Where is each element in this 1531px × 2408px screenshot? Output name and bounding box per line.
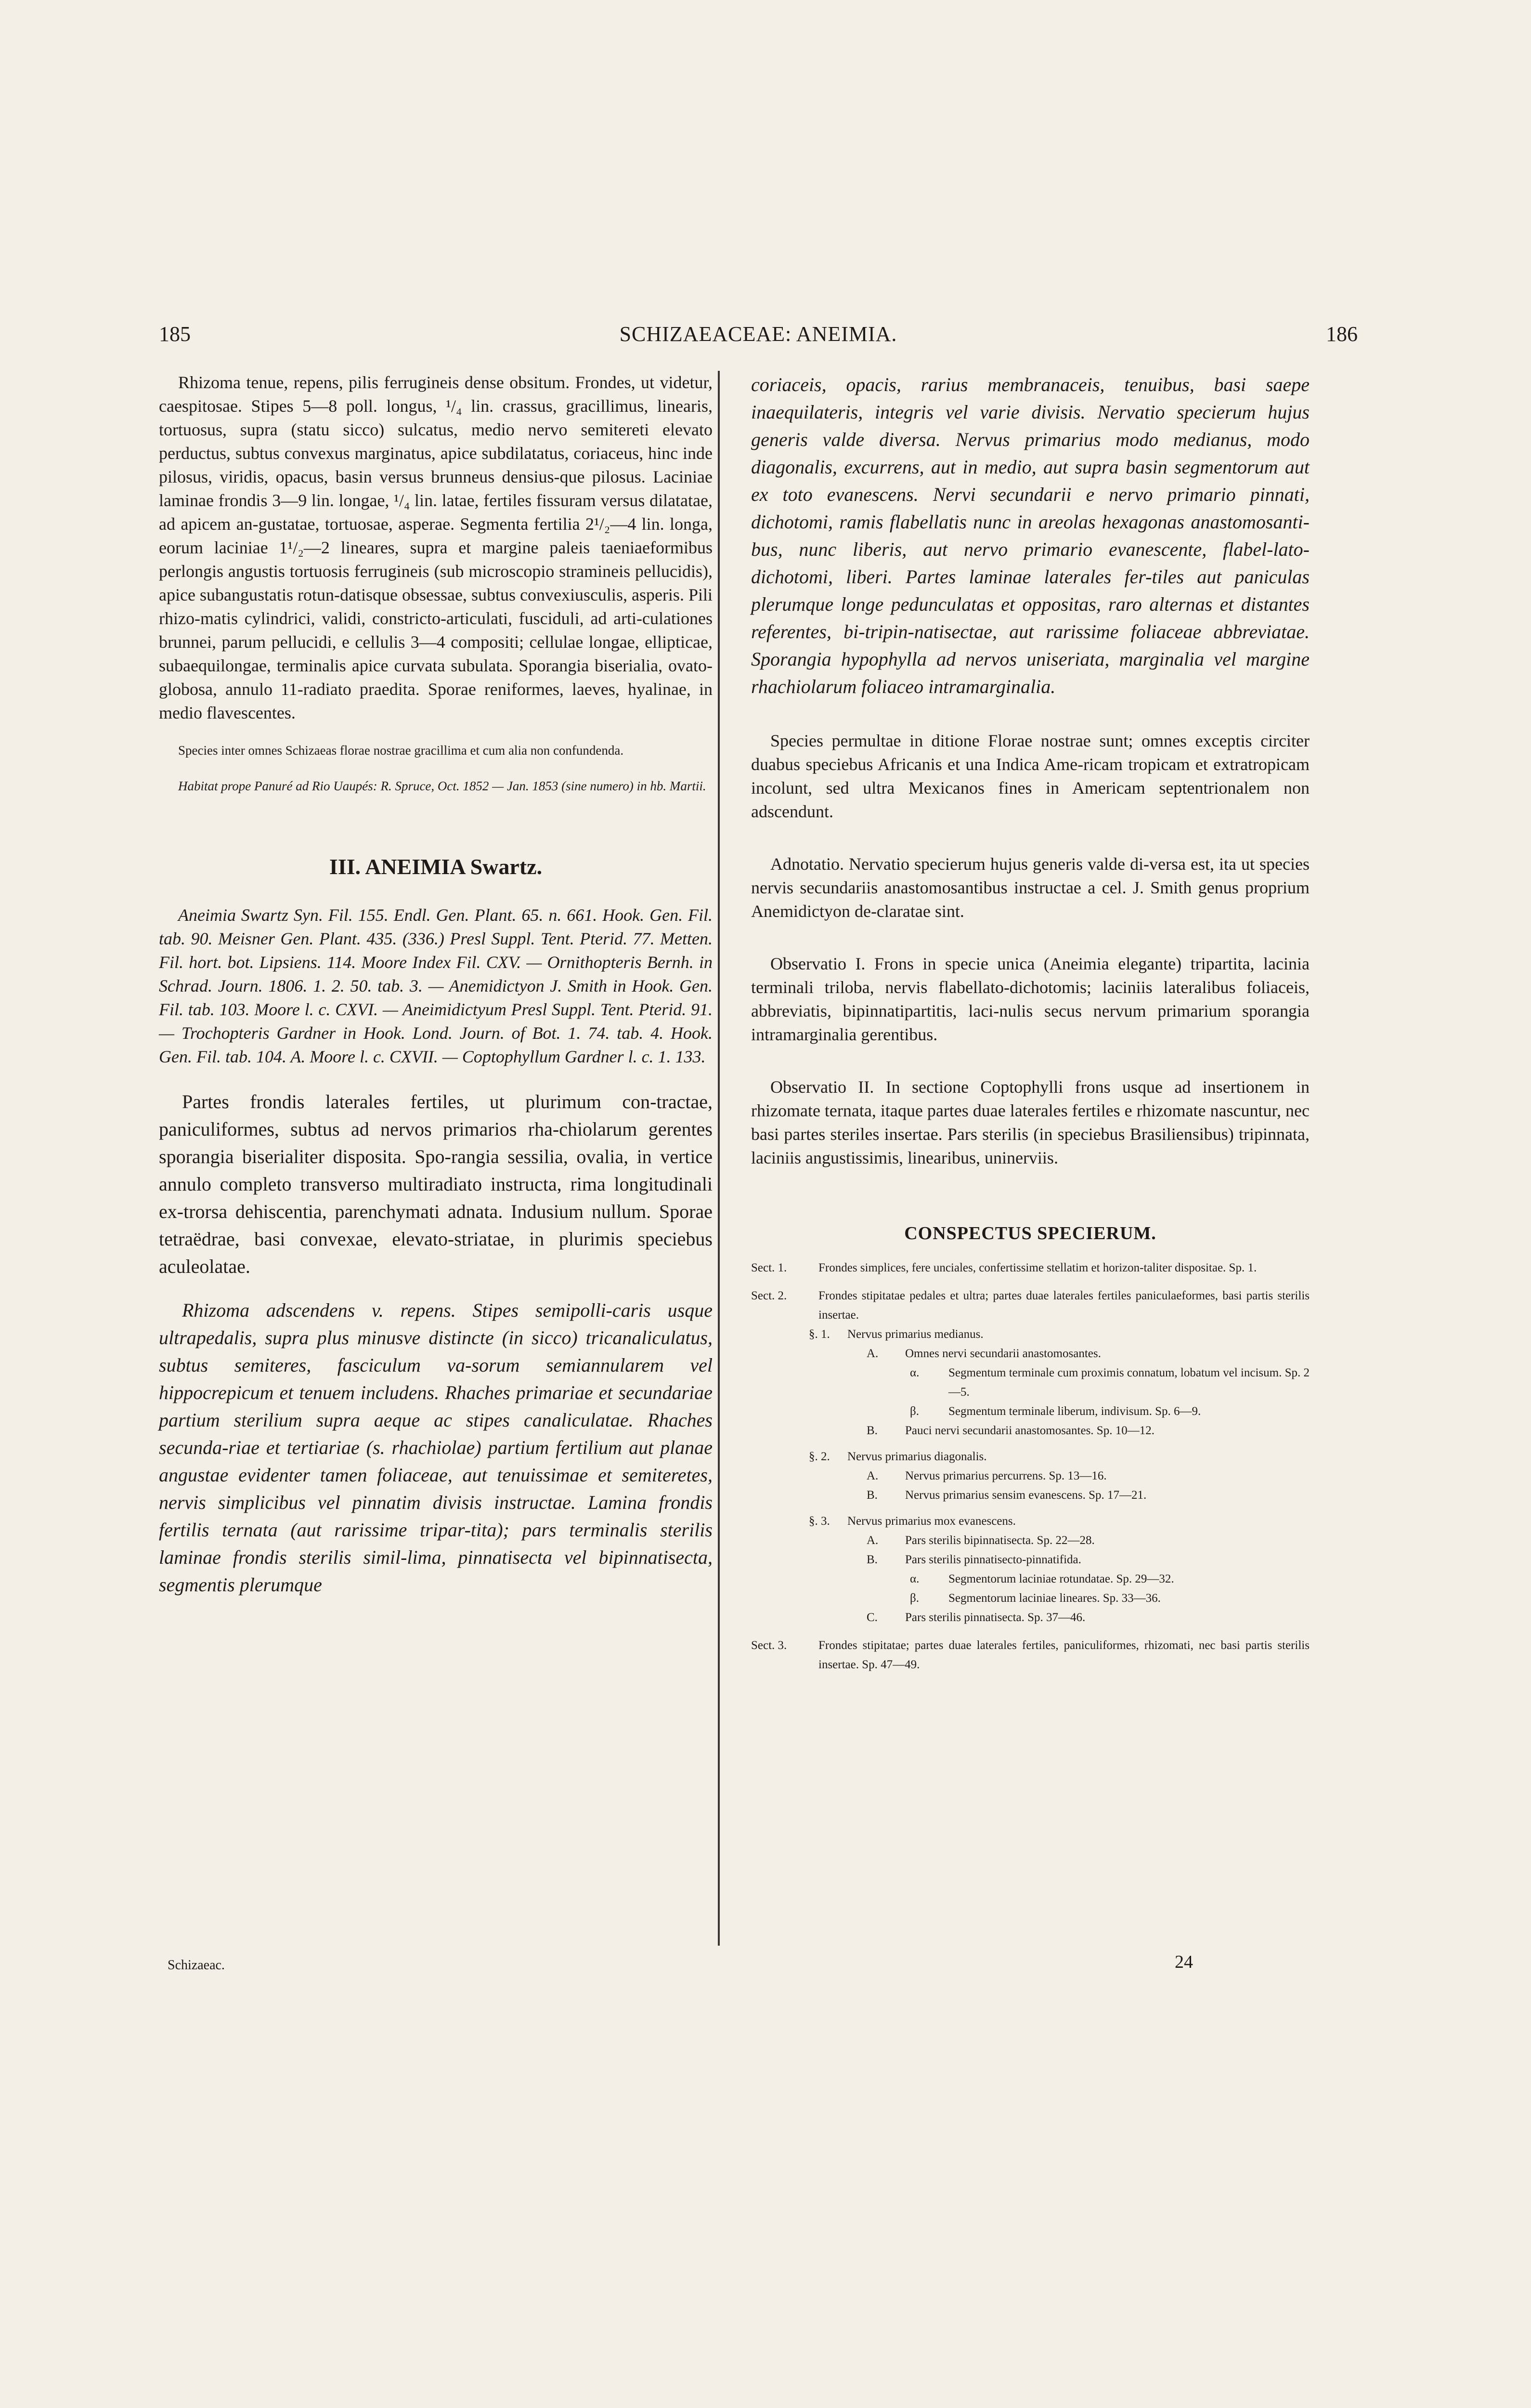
sheet-signature: 24 <box>1175 1952 1193 1972</box>
conspectus-text: Nervus primarius percurrens. Sp. 13—16. <box>905 1469 1107 1482</box>
conspectus-text: Segmentum terminale cum proximis connatum, lobatum vel incisum. Sp. 2—5. <box>948 1366 1310 1399</box>
conspectus-row <box>751 1486 1310 1505</box>
conspectus-label: α. <box>910 1366 920 1379</box>
genus-description-end: coriaceis, opacis, rarius membranaceis, tenuibus, basi saepe inaequilateris, integris vel varie divisis. Nervatio specierum hujus generis valde diversa. Nervus primarius modo medianus, modo diagonalis, excurrens, aut in medio, aut supra basin segmentorum aut ex toto evanescens. Nervi secundarii e nervo primario pinnati, dichotomi, ramis flabellatis nunc in areolas hexagonas anastomosanti-bus, nunc liberis, aut nervo primario evanescente, flabel-lato-dichotomi, liberi. Partes laminae laterales fer-tiles aut paniculas plerumque longe pedunculatas et oppositas, raro alternas et distantes referentes, bi-tripin-natisectae, aut rarissime foliaceae abbreviatae. Sporangia hypophylla ad nervos uniseriata, marginalia vel margine rhachiolarum foliaceo intramarginalia. <box>751 374 1310 697</box>
conspectus-label: A. <box>867 1469 879 1482</box>
conspectus-row <box>751 1636 1310 1675</box>
conspectus-row <box>751 1466 1310 1486</box>
conspectus-row <box>751 1589 1310 1608</box>
signature-label: Schizaeac. <box>168 1958 225 1973</box>
conspectus-label: §. 2. <box>809 1450 830 1463</box>
right-column <box>751 371 1310 1675</box>
conspectus-text: Nervus primarius mox evanescens. <box>847 1515 1016 1528</box>
conspectus-text: Pars sterilis pinnatisecta. Sp. 37—46. <box>905 1611 1086 1624</box>
conspectus-row <box>751 1550 1310 1570</box>
left-page-number: 185 <box>159 322 191 346</box>
species-description: Rhizoma tenue, repens, pilis ferrugineis dense obsitum. Frondes, ut videtur, caespitosae. Stipes 5—8 poll. longus, ¹/₄ lin. crassus, gracillimus, linearis, tortuosus, supra (statu sicco) sulcatus, medio nervo semitereti elevato perductus, subtus convexus marginatus, apice subdilatatus, coriaceus, hinc inde pilosus, viridis, opacus, basin versus brunneus densius-que pilosus. Laciniae laminae frondis 3—9 lin. longae, ¹/₄ lin. latae, fertiles fissuram versus dilatatae, ad apicem an-gustatae, tortuosae, asperae. Segmenta fertilia 2¹/₂—4 lin. longa, eorum laciniae 1¹/₂—2 lineares, supra et margine paleis taeniaeformibus perlongis angustis tortuosis ferrugineis (sub microscopio stramineis pellucidis), apice subangustatis rotun-datisque obsessae, subtus convexiusculis, asperis. Pili rhizo-matis cylindrici, validi, constricto-articulati, fusciduli, ad arti-culationes brunnei, parum pellucidi, e cellulis 3—4 compositi; cellulae longae, ellipticae, subaequilongae, terminalis apice curvata subulata. Sporangia biserialia, ovato-globosa, annulo 11-radiato praedita. Sporae reniformes, laeves, hyalinae, in medio flavescentes. <box>159 373 713 722</box>
conspectus-text: Nervus primarius diagonalis. <box>847 1450 987 1463</box>
conspectus-label: B. <box>867 1489 878 1502</box>
conspectus-row <box>751 1325 1310 1344</box>
column-divider <box>718 371 720 1946</box>
conspectus-text: Pauci nervi secundarii anastomosantes. Sp. 10—12. <box>905 1424 1155 1437</box>
conspectus-list <box>751 1258 1310 1675</box>
conspectus-row <box>751 1570 1310 1589</box>
conspectus-label: β. <box>910 1405 919 1418</box>
conspectus-row <box>751 1512 1310 1531</box>
right-page-number: 186 <box>1326 322 1358 346</box>
genus-description: Partes frondis laterales fertiles, ut plurimum con-tractae, paniculiformes, subtus ad nervos primarios rha-chiolarum gerentes sporangia biserialiter disposita. Spo-rangia sessilia, ovalia, in vertice annulo completo transverso multiradiato instructa, rima longitudinali ex-trorsa dehiscentia, parenchymati adnata. Indusium nullum. Sporae tetraëdrae, basi convexae, elevato-striatae, in plurimis speciebus aculeolatae. <box>159 1091 713 1277</box>
conspectus-row <box>751 1363 1310 1402</box>
conspectus-label: B. <box>867 1424 878 1437</box>
conspectus-row <box>751 1286 1310 1325</box>
left-column <box>159 371 713 1598</box>
conspectus-text: Frondes stipitatae; partes duae laterales fertiles, paniculiformes, rhizomati, nec basi partis sterilis insertae. Sp. 47—49. <box>818 1639 1310 1671</box>
conspectus-text: Frondes simplices, fere unciales, confertissime stellatim et horizon-taliter dispositae. Sp. 1. <box>818 1261 1257 1274</box>
conspectus-text: Segmentorum laciniae rotundatae. Sp. 29—32. <box>948 1572 1174 1585</box>
conspectus-label: §. 1. <box>809 1328 830 1341</box>
conspectus-row <box>751 1402 1310 1421</box>
observatio-2: Observatio II. In sectione Coptophylli frons usque ad insertionem in rhizomate ternata, itaque partes duae laterales fertiles e rhizomate nascuntur, nec basi partes steriles insertae. Pars sterilis (in speciebus Brasiliensibus) tripinnata, laciniis angustissimis, linearibus, uninerviis. <box>751 1077 1310 1167</box>
species-note: Species inter omnes Schizaeas florae nostrae gracillima et cum alia non confundenda. <box>178 743 624 758</box>
conspectus-label: Sect. 1. <box>751 1261 787 1274</box>
conspectus-title: CONSPECTUS SPECIERUM. <box>904 1223 1156 1243</box>
conspectus-row <box>751 1344 1310 1363</box>
conspectus-label: A. <box>867 1347 879 1360</box>
conspectus-text: Segmentum terminale liberum, indivisum. Sp. 6—9. <box>948 1405 1201 1418</box>
conspectus-text: Segmentorum laciniae lineares. Sp. 33—36. <box>948 1592 1161 1605</box>
habitat-note: Habitat prope Panuré ad Rio Uaupés: R. Spruce, Oct. 1852 — Jan. 1853 (sine numero) in hb. Martii. <box>178 779 706 793</box>
page-header <box>159 322 1358 355</box>
conspectus-text: Omnes nervi secundarii anastomosantes. <box>905 1347 1101 1360</box>
genus-synonymy: Aneimia Swartz Syn. Fil. 155. Endl. Gen. Plant. 65. n. 661. Hook. Gen. Fil. tab. 90. Meisner Gen. Plant. 435. (336.) Presl Suppl. Tent. Pterid. 77. Metten. Fil. hort. bot. Lipsiens. 114. Moore Index Fil. CXV. — Ornithopteris Bernh. in Schrad. Journ. 1806. 1. 2. 50. tab. 3. — Anemidictyon J. Smith in Hook. Gen. Fil. tab. 103. Moore l. c. CXVI. — Aneimidictyum Presl Suppl. Tent. Pterid. 91. — Trochopteris Gardner in Hook. Lond. Journ. of Bot. 1. 74. tab. 4. Hook. Gen. Fil. tab. 104. A. Moore l. c. CXVII. — Coptophyllum Gardner l. c. 1. 133. <box>159 905 713 1066</box>
conspectus-text: Pars sterilis bipinnatisecta. Sp. 22—28. <box>905 1534 1095 1547</box>
observatio-1: Observatio I. Frons in specie unica (Aneimia elegante) tripartita, lacinia terminali triloba, nervis flabellato-dichotomis; laciniis lateralibus foliaceis, abbreviatis, bipinnatipartitis, laci-nulis secus nervum primarium sporangia intramarginalia gerentibus. <box>751 954 1310 1044</box>
adnotatio: Adnotatio. Nervatio specierum hujus generis valde di-versa est, ita ut species nervis secundariis anastomosantibus instructae a cel. J. Smith genus proprium Anemidictyon de-claratae sint. <box>751 854 1310 921</box>
conspectus-label: §. 3. <box>809 1515 830 1528</box>
conspectus-label: α. <box>910 1572 920 1585</box>
conspectus-text: Frondes stipitatae pedales et ultra; partes duae laterales fertiles paniculaeformes, basi partis sterilis insertae. <box>818 1289 1310 1322</box>
conspectus-row <box>751 1421 1310 1440</box>
conspectus-text: Nervus primarius medianus. <box>847 1328 984 1341</box>
conspectus-label: β. <box>910 1592 919 1605</box>
conspectus-label: Sect. 2. <box>751 1289 787 1302</box>
species-distribution: Species permultae in ditione Florae nostrae sunt; omnes exceptis circiter duabus speciebus Africanis et una Indica Ame-ricam tropicam et extratropicam incolunt, sed ultra Mexicanos fines in Americam septentrionalem non adscendunt. <box>751 731 1310 821</box>
conspectus-label: A. <box>867 1534 879 1547</box>
conspectus-row <box>751 1608 1310 1627</box>
running-title: SCHIZAEACEAE: ANEIMIA. <box>619 322 897 346</box>
genus-heading: III. ANEIMIA Swartz. <box>329 854 543 879</box>
conspectus-row <box>751 1531 1310 1550</box>
conspectus-label: B. <box>867 1553 878 1566</box>
conspectus-row <box>751 1258 1310 1278</box>
conspectus-label: C. <box>867 1611 878 1624</box>
conspectus-text: Nervus primarius sensim evanescens. Sp. 17—21. <box>905 1489 1147 1502</box>
conspectus-label: Sect. 3. <box>751 1639 787 1652</box>
conspectus-text: Pars sterilis pinnatisecto-pinnatifida. <box>905 1553 1081 1566</box>
genus-description-continued: Rhizoma adscendens v. repens. Stipes semipolli-caris usque ultrapedalis, supra plus minusve distincte (in sicco) tricanaliculatus, subtus semiteres, fasciculum va-sorum semiannularem vel hippocrepicum et tenuem includens. Rhaches primariae et secundariae partium sterilium supra aeque ac stipes canaliculatae. Rhaches secunda-riae et tertiariae (s. rhachiolae) partium fertilium aut planae angustae evidenter tamen foliaceae, aut tenuissimae et semiteretes, nervis simplicibus vel pinnatim divisis instructae. Lamina frondis fertilis ternata (aut rarissime tripar-tita); pars terminalis sterilis laminae frondis sterilis simil-lima, pinnatisecta vel bipinnatisecta, segmentis plerumque <box>159 1299 713 1596</box>
conspectus-row <box>751 1447 1310 1466</box>
